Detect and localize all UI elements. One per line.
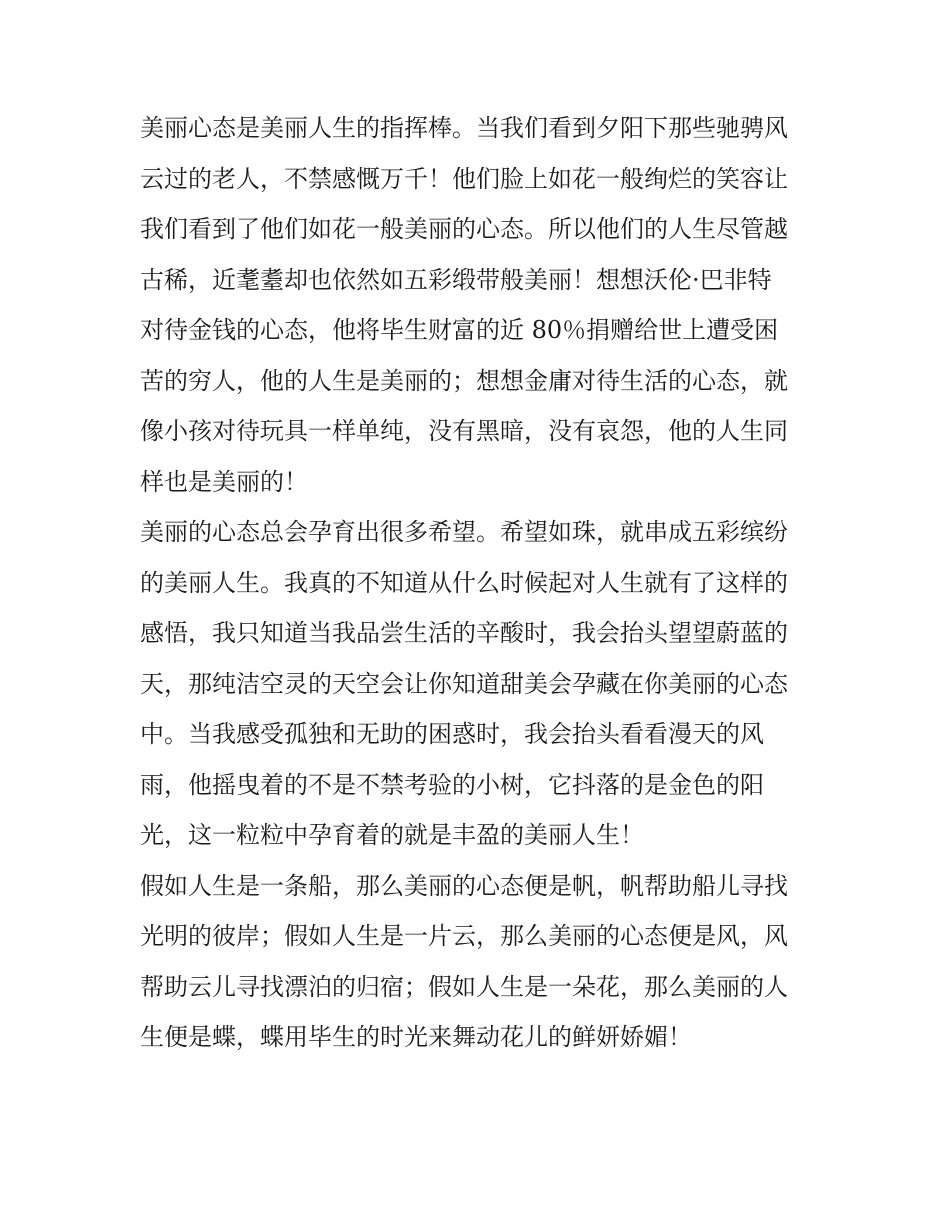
paragraph-2	[140, 507, 820, 861]
text-line: 的美丽人生。我真的不知道从什么时候起对人生就有了这样的	[140, 568, 788, 597]
text-line: 美丽的心态总会孕育出很多希望。希望如珠，就串成五彩缤纷	[140, 518, 788, 546]
text-line: 感悟，我只知道当我品尝生活的辛酸时，我会抬头望望蔚蓝的	[140, 619, 788, 647]
text-line: 我们看到了他们如花一般美丽的心态。所以他们的人生尽管越	[140, 215, 788, 243]
text-line: 光明的彼岸；假如人生是一片云，那么美丽的心态便是风，风	[140, 922, 788, 950]
text-line: 像小孩对待玩具一样单纯，没有黑暗，没有哀怨，他的人生同	[140, 417, 788, 445]
text-line: 天，那纯洁空灵的天空会让你知道甜美会孕藏在你美丽的心态	[140, 669, 788, 698]
text-line: 生便是蝶，蝶用毕生的时光来舞动花儿的鲜妍娇媚！	[140, 1023, 692, 1051]
paragraph-3	[140, 861, 820, 1063]
text-line: 光，这一粒粒中孕育着的就是丰盈的美丽人生！	[140, 821, 644, 849]
text-line: 苦的穷人，他的人生是美丽的；想想金庸对待生活的心态，就	[140, 366, 788, 395]
paragraph-1	[140, 103, 820, 507]
text-line: 云过的老人，不禁感慨万千！他们脸上如花一般绚烂的笑容让	[140, 164, 788, 193]
text-line: 中。当我感受孤独和无助的困惑时，我会抬头看看漫天的风	[140, 720, 764, 748]
text-line: 对待金钱的心态，他将毕生财富的近 80％捐赠给世上遭受困	[140, 316, 779, 344]
text-line: 样也是美丽的！	[140, 467, 308, 496]
text-line: 美丽心态是美丽人生的指挥棒。当我们看到夕阳下那些驰骋风	[140, 114, 788, 142]
text-line: 古稀，近耄耋却也依然如五彩缎带般美丽！想想沃伦·巴非特	[140, 265, 772, 294]
document-body	[140, 103, 820, 1063]
text-line: 帮助云儿寻找漂泊的归宿；假如人生是一朵花，那么美丽的人	[140, 972, 788, 1001]
text-line: 雨，他摇曳着的不是不禁考验的小树，它抖落的是金色的阳	[140, 770, 764, 799]
text-line: 假如人生是一条船，那么美丽的心态便是帆，帆帮助船儿寻找	[140, 871, 788, 900]
